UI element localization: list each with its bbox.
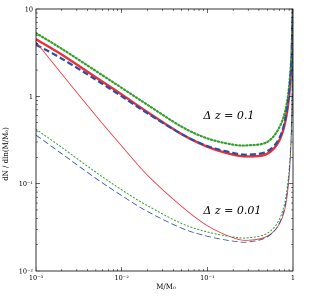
y-tick-label: 10⁻²	[18, 267, 33, 276]
y-tick-label: 1	[28, 92, 33, 101]
x-tick-label: 1	[290, 274, 296, 282]
series-line-2	[36, 9, 293, 155]
y-tick-label: 10	[24, 5, 33, 14]
x-tick-label: 10⁻³	[28, 274, 44, 282]
y-tick-label: 10⁻¹	[18, 180, 33, 189]
annotation-dz-0.01: Δ z = 0.01	[203, 203, 262, 217]
y-axis-title: dN / dln(M/M₀)	[2, 127, 10, 181]
annotation-dz-0.1: Δ z = 0.1	[203, 109, 255, 123]
plot-frame	[36, 9, 293, 271]
x-tick-label: 10⁻¹	[200, 274, 215, 282]
series-line-0	[36, 9, 293, 156]
series-line-1	[36, 9, 293, 146]
x-tick-label: 10⁻²	[114, 274, 129, 282]
ticks-layer	[19, 6, 295, 283]
x-axis-title: M/M₀	[156, 283, 176, 291]
